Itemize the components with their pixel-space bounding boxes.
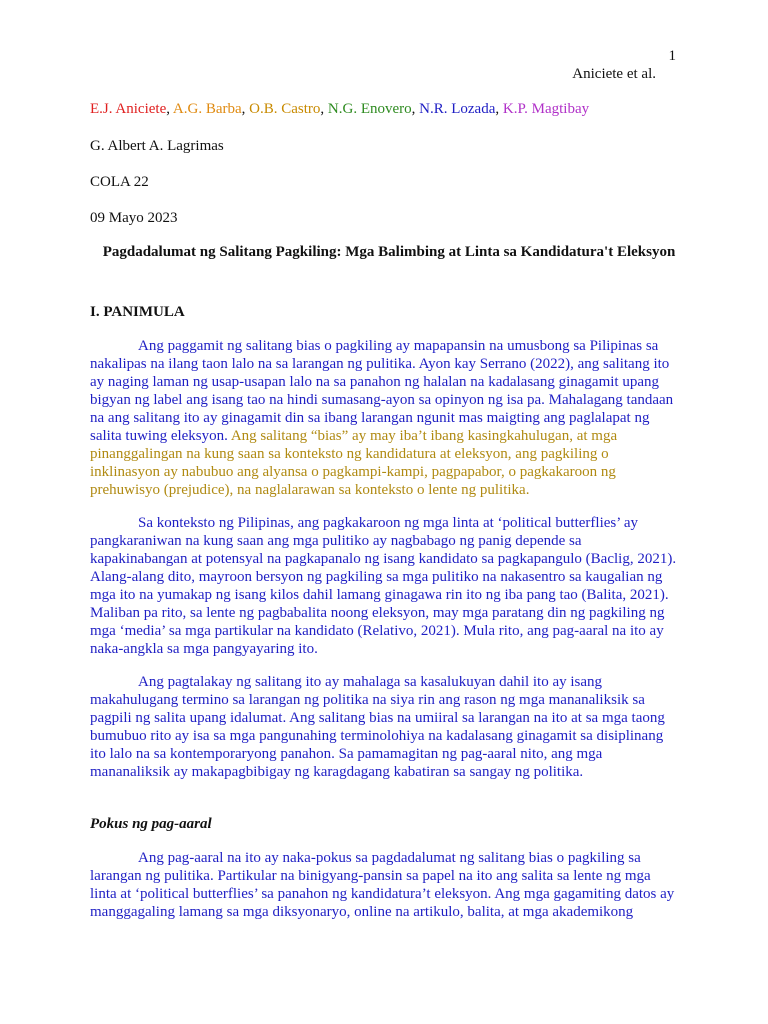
paragraph (90, 337, 680, 499)
paragraph: Sa konteksto ng Pilipinas, ang pagkakaroon ng mga linta at ‘political butterflies’ ay pangkaraniwan na kung saan ang mga pulitiko ay nagbabago ng panig depende sa kapakinabangan at potensyal na pagkapanalo ng isang kandidato sa pagkapangulo (Baclig, 2021). Alang-alang dito, mayroon bersyon ng pagkiling sa mga pulitiko na nakasentro sa kaugalian ng mga ito na yumakap ng isang kilos dahil lamang ginagawa rin ito ng iba pang tao (Balita, 2021). Maliban pa rito, sa lente ng pagbabalita noong eleksyon, may mga paratang din ng pagkiling ng mga ‘media’ sa mga partikular na kandidato (Relativo, 2021). Mula rito, ang pag-aaral na ito ay naka-angkla sa mga pangyayaring ito. (90, 515, 677, 657)
author-list (90, 101, 589, 118)
author-name: N.G. Enovero, (327, 101, 420, 117)
section-heading: I. PANIMULA (90, 304, 185, 320)
paper-date: 09 Mayo 2023 (90, 210, 178, 226)
author-name: E.J. Aniciete, (90, 101, 173, 117)
author-name: K.P. Magtibay (502, 101, 590, 117)
instructor-name: G. Albert A. Lagrimas (90, 138, 224, 154)
paper-title: Pagdadalumat ng Salitang Pagkiling: Mga Balimbing at Linta sa Kandidatura't Eleksyon (102, 244, 676, 260)
author-name: A.G. Barba, (172, 101, 250, 117)
running-head: Aniciete et al. (572, 66, 656, 82)
author-name: N.R. Lozada, (419, 101, 503, 117)
paragraph: Ang pagtalakay ng salitang ito ay mahalaga sa kasalukuyan dahil ito ay isang makahulugang termino sa larangan ng politika na siya rin ang rason ng mga mananaliksik sa pagpili ng salita upang idalumat. Ang salitang bias na umiiral sa larangan na ito at sa mga taong bumubuo rito ay isa sa mga pangunahing terminolohiya na kadalasang ginagamit sa disiplinang ito lalo na sa kontemporaryong panahon. Sa pamamagitan ng pag-aaral nito, ang mga mananaliksik ay makapagbibigay ng karagdagang kabatiran sa sangay ng politika. (90, 674, 665, 780)
page-number: 1 (668, 48, 676, 64)
subsection-heading: Pokus ng pag-aaral (90, 816, 212, 832)
course-code: COLA 22 (90, 174, 149, 190)
paragraph: Ang pag-aaral na ito ay naka-pokus sa pagdadalumat ng salitang bias o pagkiling sa larangan ng pulitika. Partikular na binigyang-pansin sa papel na ito ang salita sa lente ng mga linta at ‘political butterflies’ sa panahon ng kandidatura’t eleksyon. Ang mga gagamiting datos ay manggagaling lamang sa mga diksyonaryo, online na artikulo, balita, at mga akademikong (90, 850, 675, 920)
paragraph-text: Ang paggamit ng salitang bias o pagkiling ay mapapansin na umusbong sa Pilipinas sa nakalipas na ilang taon lalo na sa larangan ng pulitika. Ayon kay Serrano (2022), ang salitang ito ay naging laman ng usap-usapan lalo na sa panahon ng halalan na kadalasang ginagamit upang bigyan ng label ang isang tao na hindi sumasang-ayon sa opinyon ng isa pa. Mahalagang tandaan na ang salitang ito ay ginagamit din sa ibang larangan ngunit mas maigting ang paglalapat ng salita tuwing eleksyon. (90, 338, 674, 444)
author-name: O.B. Castro, (249, 101, 328, 117)
paragraph-text-highlight: Ang salitang “bias” ay may iba’t ibang kasingkahulugan, at mga pinanggalingan na kung saan sa konteksto ng kandidatura at eleksyon, ang pagkiling o inklinasyon ay nabubuo ang alyansa o pagkampi-kampi, pagpapabor, o pagkakaroon ng prehuwisyo (prejudice), na naglalarawan sa konteksto o lente ng pulitika. (90, 428, 618, 498)
